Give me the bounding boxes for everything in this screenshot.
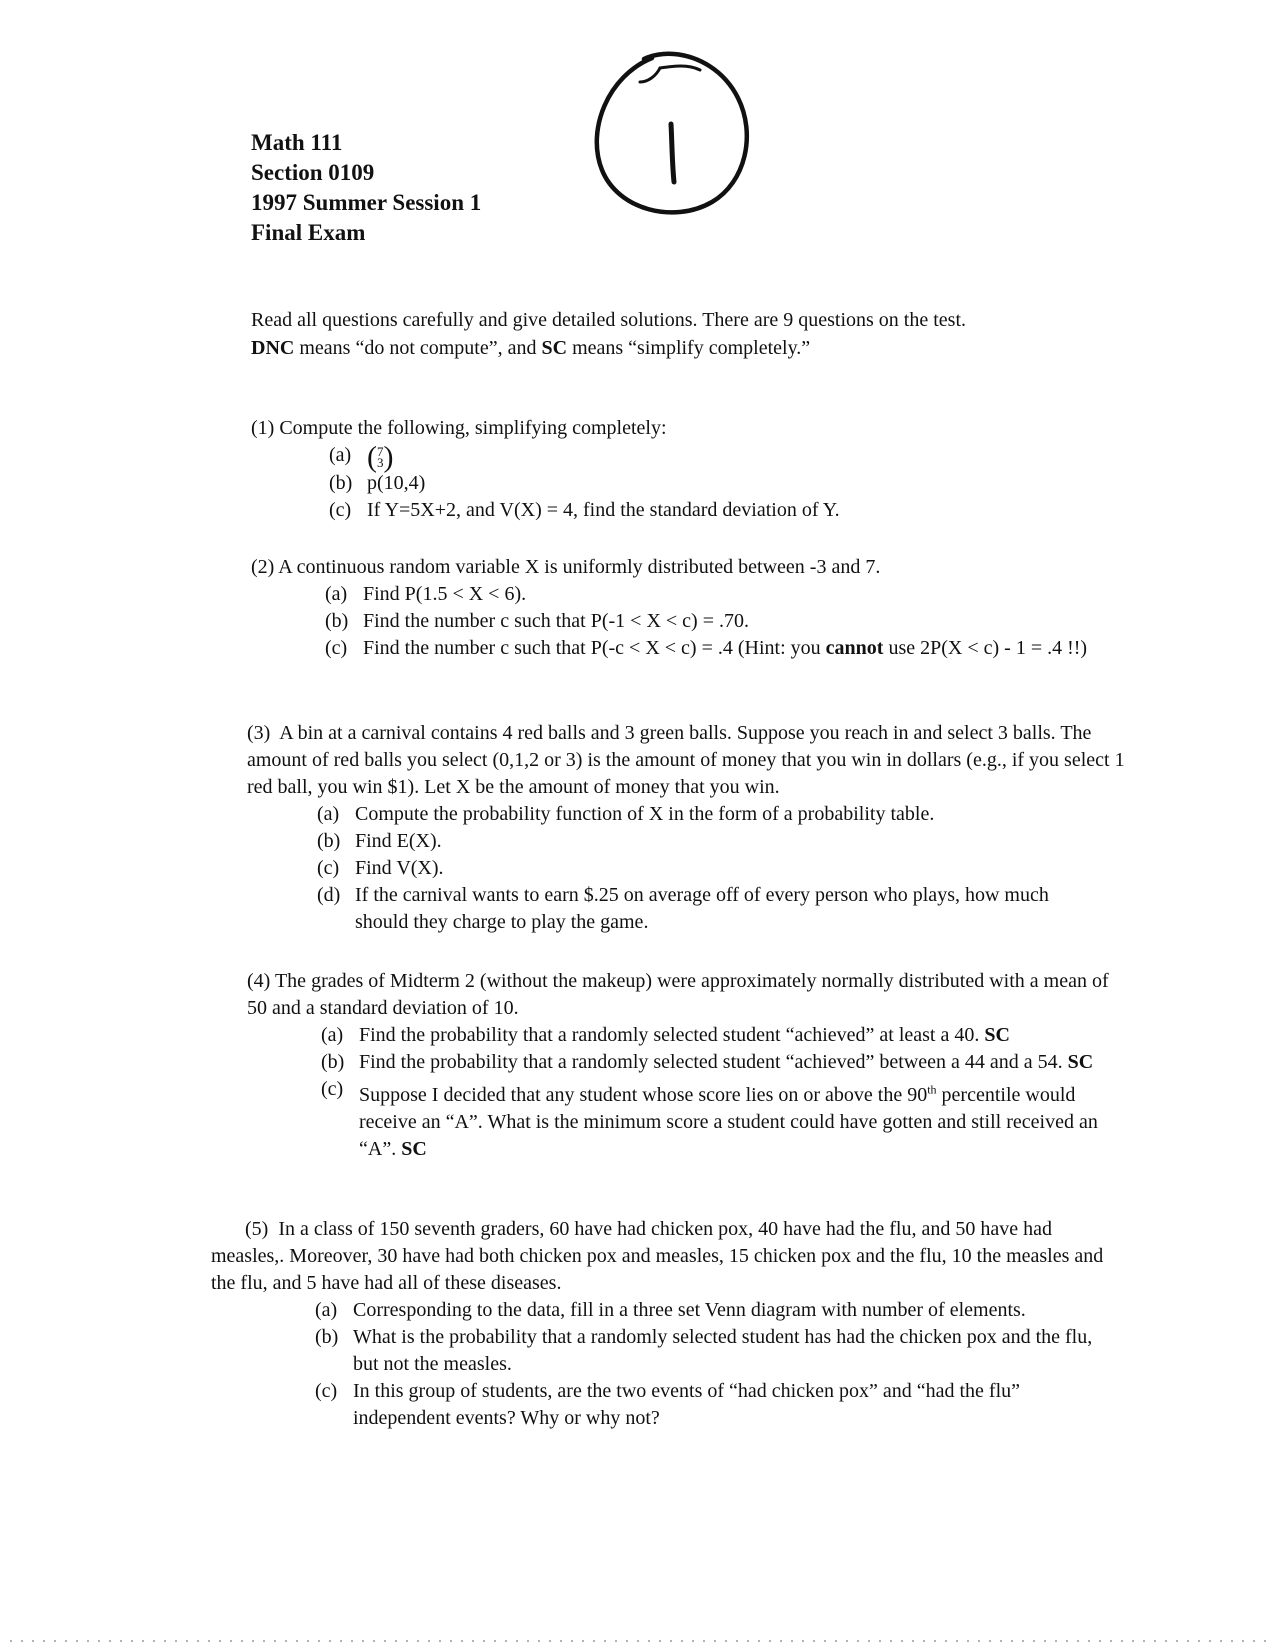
question-text: A bin at a carnival contains 4 red balls and 3 green balls. Suppose you reach in and select 3 balls. The amount of red balls you select (0,1,2 or 3) is the amount of money that you win in dollars (e.g., if you select 1 red ball, you win $1). Let X be the amount of money that you win. — [247, 722, 1125, 798]
part-text: Find the number c such that P(-1 < X < c) = .70. — [363, 610, 749, 632]
question-part — [315, 1378, 1115, 1432]
part-text: Find the probability that a randomly selected student “achieved” between a 44 and a 54. — [359, 1051, 1063, 1073]
question-part — [317, 882, 1087, 936]
abbreviation-legend — [251, 334, 1151, 362]
course-title: Math 111 — [251, 130, 343, 155]
part-text: Find V(X). — [355, 857, 444, 879]
part-label: (d) — [317, 884, 341, 906]
simplify-completely-tag: SC — [401, 1137, 427, 1160]
instructions-line: Read all questions carefully and give detailed solutions. There are 9 questions on the test. — [251, 309, 966, 331]
question-text: In a class of 150 seventh graders, 60 have had chicken pox, 40 have had the flu, and 50 have had measles,. Moreover, 30 have had both chicken pox and measles, 15 chicken pox and the flu, 10 the measles and the flu, and 5 have had all of these diseases. — [211, 1218, 1104, 1294]
part-text: Find the number c such that P(-c < X < c) = .4 (Hint: you cannot use 2P(X < c) - 1 = .4 !!) — [363, 637, 1088, 659]
part-label: (b) — [325, 610, 349, 632]
question-part — [317, 801, 1087, 828]
part-text: Suppose I decided that any student whose score lies on or above the 90th percentile would receive an “A”. What is the minimum score a student could have gotten and still received an “A”. — [359, 1082, 1098, 1160]
question-stem — [211, 1216, 1111, 1297]
question-part — [315, 1297, 1115, 1324]
question-4 — [247, 968, 1127, 1163]
scan-noise — [0, 1636, 1280, 1646]
binomial-top: 7 — [377, 444, 384, 460]
question-text: The grades of Midterm 2 (without the makeup) were approximately normally distributed with a mean of 50 and a standard deviation of 10. — [247, 970, 1109, 1019]
simplify-completely-tag: SC — [1067, 1051, 1094, 1073]
question-text: Compute the following, simplifying completely: — [279, 417, 667, 439]
question-stem — [251, 415, 1151, 442]
sc-meaning: means “simplify completely.” — [567, 337, 811, 359]
question-part — [329, 470, 1151, 497]
question-number: (5) — [245, 1218, 269, 1240]
part-text: p(10,4) — [367, 471, 426, 494]
part-label: (c) — [315, 1380, 338, 1402]
binomial-coefficient: (7 3) — [367, 440, 394, 474]
part-label: (c) — [321, 1078, 344, 1100]
sc-abbreviation: SC — [541, 337, 568, 359]
question-number: (2) — [251, 556, 275, 578]
question-text: A continuous random variable X is uniformly distributed between -3 and 7. — [278, 556, 881, 578]
question-2 — [251, 554, 1151, 662]
question-number: (3) — [247, 722, 271, 744]
part-text: In this group of students, are the two events of “had chicken pox” and “had the flu” independent events? Why or why not? — [353, 1380, 1021, 1429]
part-label: (c) — [317, 857, 340, 879]
question-part — [315, 1324, 1115, 1378]
question-part — [321, 1022, 1121, 1049]
part-label: (a) — [325, 583, 348, 605]
part-label: (a) — [315, 1299, 338, 1321]
question-parts — [325, 581, 1151, 662]
question-1 — [251, 415, 1151, 524]
binomial-bottom: 3 — [377, 455, 384, 471]
question-5 — [211, 1216, 1111, 1432]
part-label: (c) — [325, 637, 348, 659]
question-part — [321, 1076, 1121, 1163]
part-label: (b) — [315, 1326, 339, 1348]
question-part — [329, 440, 1151, 474]
question-stem — [247, 968, 1127, 1022]
question-stem — [251, 554, 1151, 581]
session-name: 1997 Summer Session 1 — [251, 190, 482, 215]
simplify-completely-tag: SC — [984, 1024, 1010, 1046]
question-part — [317, 828, 1087, 855]
question-stem — [247, 720, 1127, 801]
part-text: What is the probability that a randomly selected student has had the chicken pox and the flu, but not the measles. — [353, 1326, 1093, 1375]
part-text: Corresponding to the data, fill in a three set Venn diagram with number of elements. — [353, 1299, 1026, 1321]
part-label: (b) — [321, 1051, 345, 1073]
part-text: Compute the probability function of X in the form of a probability table. — [355, 803, 935, 825]
question-part — [317, 855, 1087, 882]
instructions — [251, 306, 1151, 362]
question-part — [325, 581, 1151, 608]
handwritten-circled-number-icon — [578, 42, 758, 232]
dnc-meaning: means “do not compute”, and — [294, 337, 542, 359]
part-label: (a) — [329, 444, 352, 466]
part-text: If the carnival wants to earn $.25 on average off of every person who plays, how much should they charge to play the game. — [355, 884, 1049, 933]
question-part — [325, 635, 1151, 662]
dnc-abbreviation: DNC — [251, 337, 295, 359]
part-label: (c) — [329, 498, 352, 521]
part-text: Find P(1.5 < X < 6). — [363, 583, 527, 605]
part-label: (b) — [317, 830, 341, 852]
part-text: Find the probability that a randomly selected student “achieved” at least a 40. — [359, 1024, 980, 1046]
part-text: If Y=5X+2, and V(X) = 4, find the standard deviation of Y. — [367, 498, 840, 521]
exam-header — [251, 128, 481, 248]
question-number: (1) — [251, 417, 275, 439]
section-number: Section 0109 — [251, 160, 375, 185]
question-number: (4) — [247, 970, 271, 992]
question-parts — [317, 801, 1087, 936]
question-3 — [247, 720, 1127, 936]
question-part — [329, 497, 1151, 524]
part-label: (a) — [321, 1024, 344, 1046]
exam-title: Final Exam — [251, 220, 366, 245]
question-part — [321, 1049, 1121, 1076]
part-text: Find E(X). — [355, 830, 442, 852]
question-part — [325, 608, 1151, 635]
question-parts — [321, 1022, 1121, 1163]
emphasis: cannot — [825, 637, 884, 659]
part-label: (b) — [329, 471, 353, 494]
question-parts — [329, 442, 1151, 524]
question-parts — [315, 1297, 1115, 1432]
part-label: (a) — [317, 803, 340, 825]
